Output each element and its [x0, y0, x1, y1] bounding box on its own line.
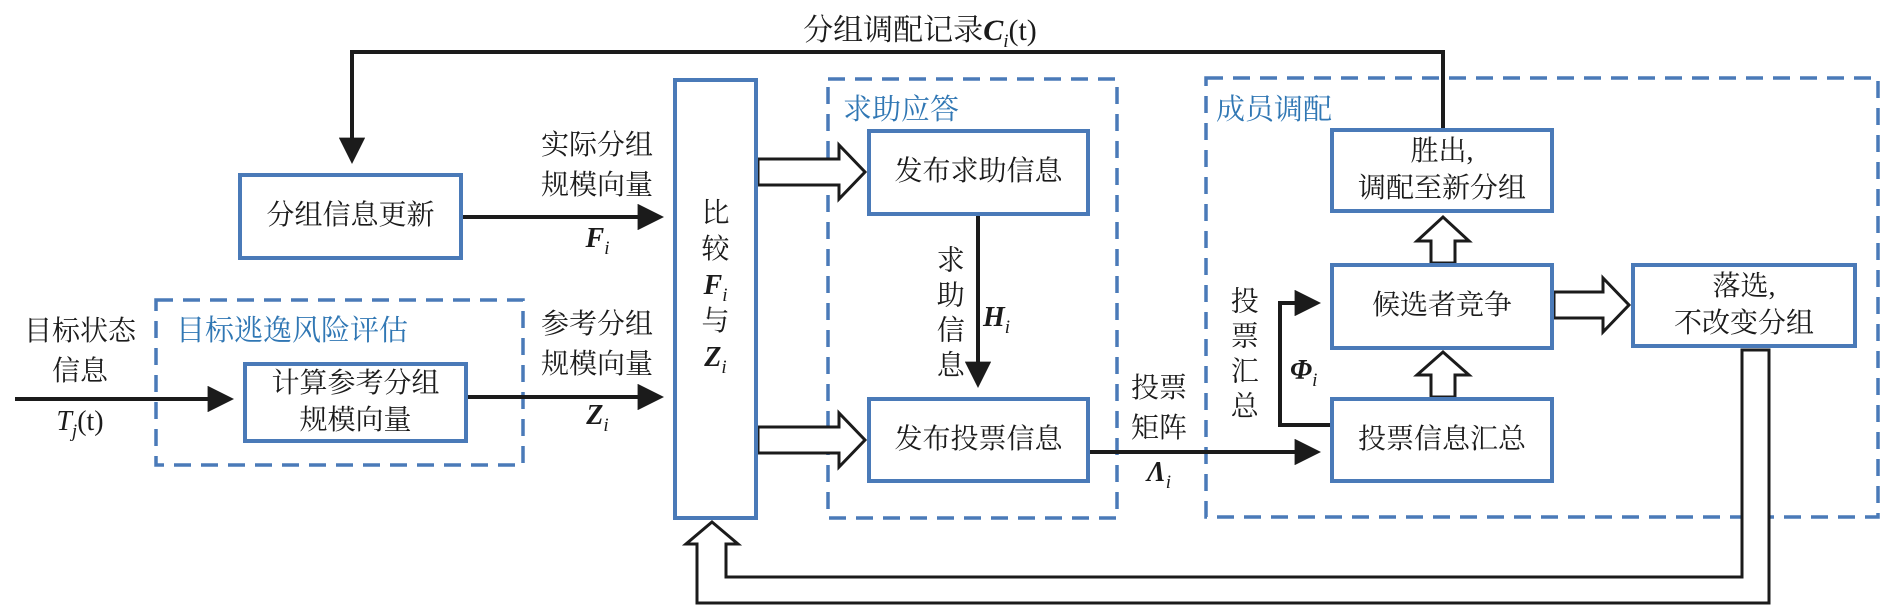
hollow-arrow-compare-to-vote: [758, 413, 865, 467]
box-label-line2: 调配至新分组: [1357, 172, 1526, 204]
box-publish-vote: [867, 397, 1090, 483]
compare-symbol-z: $Z_i$: [704, 342, 727, 378]
box-label: 候选者竞争: [1371, 290, 1512, 322]
compare-symbol-f: $F_i$: [703, 270, 728, 306]
box-label: 投票信息汇总: [1357, 423, 1526, 455]
member-group-label: 成员调配: [1216, 94, 1333, 126]
box-label: 发布投票信息: [894, 423, 1063, 455]
help-group-label: 求助应答: [843, 94, 960, 126]
box-label-line1: 落选,: [1712, 270, 1776, 302]
target-state-label: 目标状态 信息: [23, 316, 136, 387]
reference-vector-label: 参考分组 规模向量: [540, 309, 653, 380]
box-label-line2: 规模向量: [299, 404, 412, 436]
reference-vector-symbol: $Z_i$: [586, 400, 609, 436]
help-info-symbol: $H_i$: [983, 302, 1011, 338]
vote-matrix-label: 投票 矩阵: [1130, 373, 1187, 444]
vote-pool-label: 投票汇总: [1226, 286, 1258, 426]
actual-vector-label: 实际分组 规模向量: [540, 130, 653, 201]
box-win-reassign: [1330, 128, 1554, 213]
record-feedback-text: 分组调配记录: [803, 14, 984, 47]
help-info-label: 求助信息: [932, 244, 964, 385]
box-label: 分组信息更新: [266, 200, 435, 232]
box-label-line2: 不改变分组: [1673, 307, 1814, 339]
box-label-line1: 胜出,: [1410, 135, 1474, 167]
vote-pool-symbol: $\Phi_i$: [1290, 355, 1318, 391]
actual-vector-symbol: $F_i$: [585, 223, 610, 259]
box-publish-help: [867, 129, 1090, 216]
hollow-arrow-compete-to-win: [1417, 217, 1469, 263]
hollow-arrow-compare-to-help: [758, 145, 865, 199]
box-label: 发布求助信息: [894, 156, 1063, 188]
risk-group-label: 目标逃逸风险评估: [176, 315, 409, 347]
box-calc-reference-vector: [243, 362, 468, 443]
record-symbol: C: [983, 14, 1004, 47]
box-label-line1: 计算参考分组: [271, 367, 440, 399]
compare-char-3: 与: [701, 306, 730, 337]
compare-char-1: 比: [701, 198, 730, 229]
box-group-info-update: [238, 173, 463, 260]
record-feedback-label: 分组调配记录$C_i(t)$: [803, 14, 1037, 52]
hollow-arrow-votesum-to-compete: [1417, 352, 1469, 397]
box-vote-summary: [1330, 397, 1554, 483]
hollow-arrow-compete-to-lose: [1554, 278, 1629, 332]
target-state-symbol: $T_j(t)$: [56, 406, 104, 442]
box-candidate-compete: [1330, 263, 1554, 350]
vote-matrix-symbol: $\Lambda_i$: [1147, 457, 1171, 493]
compare-char-2: 较: [701, 234, 730, 265]
box-lose-keep-group: [1631, 263, 1857, 348]
